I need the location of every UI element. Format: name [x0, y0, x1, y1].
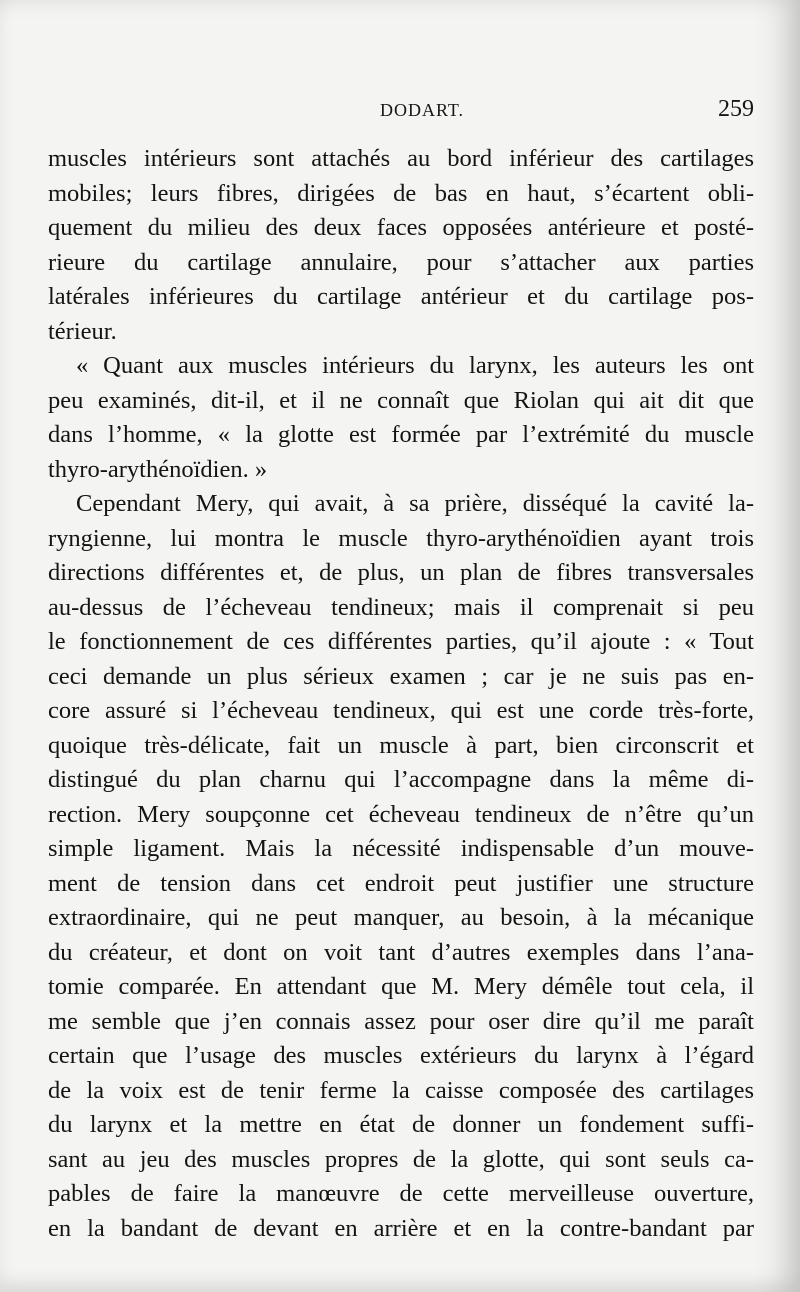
text-line: sant au jeu des muscles propres de la glotte, qui sont seuls ca-: [48, 1145, 754, 1173]
running-head: [48, 96, 762, 130]
text-line: distingué du plan charnu qui l’accompagne dans la même di-: [48, 766, 754, 793]
text-line: du créateur, et dont on voit tant d’autres exemples dans l’ana-: [48, 938, 754, 966]
text-line: mobiles; leurs fibres, dirigées de bas en haut, s’écartent obli-: [48, 179, 754, 207]
text-line: quement du milieu des deux faces opposées antérieure et posté-: [48, 214, 754, 241]
body-text: [48, 142, 754, 1246]
page-number: 259: [718, 96, 754, 122]
text-line: rection. Mery soupçonne cet écheveau tendineux de n’être qu’un: [48, 800, 754, 828]
text-line: Cependant Mery, qui avait, à sa prière, disséqué la cavité la-: [76, 490, 754, 517]
text-line: extraordinaire, qui ne peut manquer, au besoin, à la mécanique: [48, 904, 754, 931]
text-line: directions différentes et, de plus, un plan de fibres transversales: [48, 559, 754, 586]
text-line: thyro-arythénoïdien. »: [48, 455, 268, 483]
text-line: de la voix est de tenir ferme la caisse composée des cartilages: [48, 1076, 754, 1104]
text-line: muscles intérieurs sont attachés au bord inférieur des cartilages: [48, 145, 754, 172]
text-line: peu examinés, dit-il, et il ne connaît que Riolan qui ait dit que: [48, 386, 754, 414]
text-line: du larynx et la mettre en état de donner un fondement suffi-: [48, 1111, 754, 1138]
text-line: ryngienne, lui montra le muscle thyro-arythénoïdien ayant trois: [48, 524, 754, 552]
text-line: en la bandant de devant en arrière et en la contre-bandant par: [48, 1214, 754, 1242]
text-line: « Quant aux muscles intérieurs du larynx, les auteurs les ont: [76, 352, 754, 379]
text-line: pables de faire la manœuvre de cette merveilleuse ouverture,: [48, 1180, 754, 1207]
text-line: le fonctionnement de ces différentes parties, qu’il ajoute : « Tout: [48, 628, 754, 655]
text-line: quoique très-délicate, fait un muscle à part, bien circonscrit et: [48, 731, 754, 759]
text-line: au-dessus de l’écheveau tendineux; mais il comprenait si peu: [48, 593, 754, 621]
text-line: térieur.: [48, 317, 117, 345]
text-line: simple ligament. Mais la nécessité indispensable d’un mouve-: [48, 835, 754, 862]
text-line: ment de tension dans cet endroit peut justifier une structure: [48, 869, 754, 897]
text-line: ceci demande un plus sérieux examen ; car je ne suis pas en-: [48, 662, 754, 690]
text-line: tomie comparée. En attendant que M. Mery démêle tout cela, il: [48, 973, 754, 1000]
text-line: latérales inférieures du cartilage antérieur et du cartilage pos-: [48, 283, 754, 310]
text-line: rieure du cartilage annulaire, pour s’attacher aux parties: [48, 248, 754, 276]
text-line: core assuré si l’écheveau tendineux, qui est une corde très-forte,: [48, 697, 754, 724]
text-line: me semble que j’en connais assez pour oser dire qu’il me paraît: [48, 1007, 754, 1035]
text-line: dans l’homme, « la glotte est formée par l’extrémité du muscle: [48, 421, 754, 448]
text-line: certain que l’usage des muscles extérieurs du larynx à l’égard: [48, 1042, 754, 1069]
running-title: DODART.: [379, 100, 465, 120]
